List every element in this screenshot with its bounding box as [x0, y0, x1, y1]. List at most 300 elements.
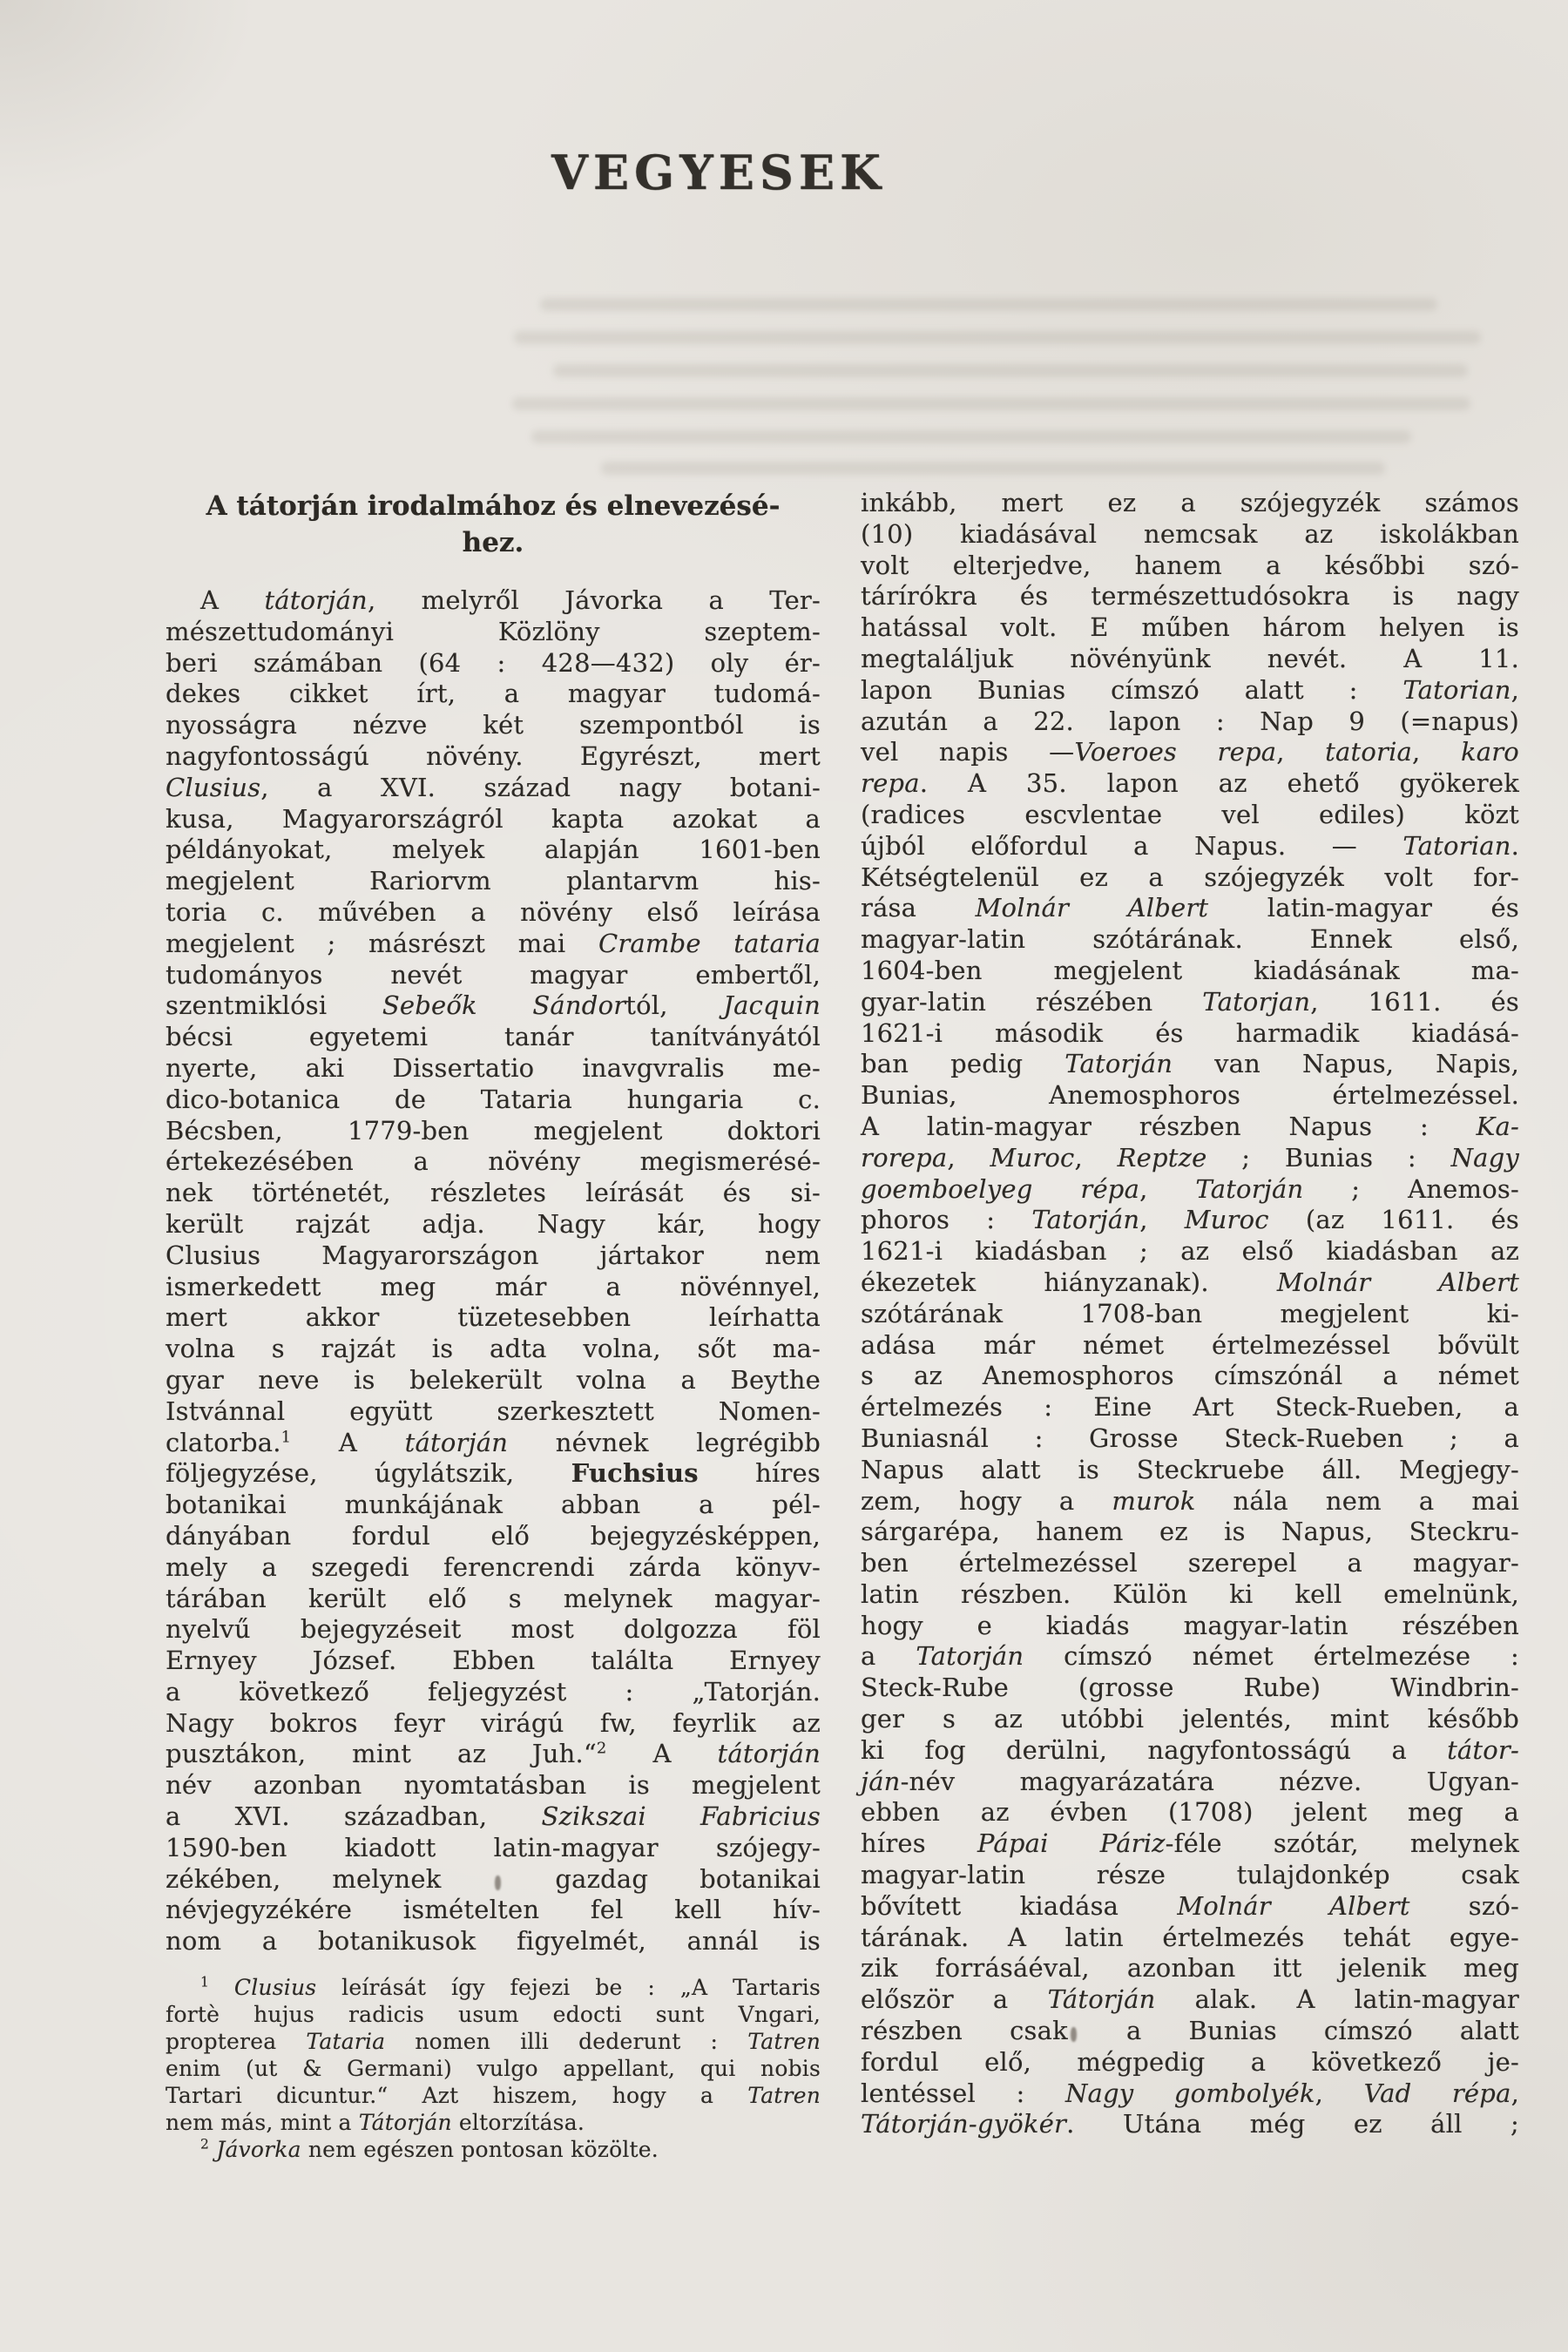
text-run: Tatorján: [1064, 1049, 1173, 1079]
text-run: Tátorján: [1047, 1984, 1156, 2015]
text-line: [166, 1209, 821, 1240]
text-run: gyar neve is belekerült volna a Beythe: [166, 1364, 821, 1395]
text-line: [166, 1272, 821, 1303]
text-run: gyar-latin részében: [861, 986, 1203, 1017]
text-run: a következő feljegyzést : „Tatorján.: [166, 1676, 821, 1707]
text-run: ékezetek hiányzanak).: [861, 1267, 1277, 1297]
text-run: szó-: [1409, 1890, 1519, 1921]
text-line: [861, 2016, 1519, 2047]
text-line: [166, 1458, 821, 1490]
text-run: murok: [1112, 1485, 1196, 1516]
text-run: (az 1611. és: [1268, 1205, 1520, 1235]
text-run: Buniasnál : Grosse Steck-Rueben ; a: [861, 1423, 1519, 1453]
text-line: [861, 1953, 1519, 1984]
text-run: Tatorjan: [1202, 986, 1311, 1017]
text-run: zékében, melynek: [166, 1863, 493, 1894]
text-run: pusztákon, mint az Juh.“: [166, 1739, 597, 1769]
text-run: Pápai Páriz: [977, 1828, 1166, 1859]
text-line: [166, 1708, 821, 1740]
text-run: zik forrásáéval, azonban itt jelenik meg: [861, 1953, 1519, 1984]
text-line: [861, 1392, 1519, 1423]
text-run: . A 35. lapon az ehető gyökerek: [919, 768, 1519, 799]
text-line: [861, 1143, 1519, 1174]
text-line: [166, 835, 821, 866]
text-run: nek történetét, részletes leírását és si-: [166, 1178, 821, 1208]
text-line: [861, 1174, 1519, 1206]
text-run: értelmezés : Eine Art Steck-Rueben, a: [861, 1392, 1519, 1423]
text-run: Napus alatt is Steckruebe áll. Megjegy-: [861, 1454, 1519, 1484]
text-line: [861, 551, 1519, 582]
text-run: Voeroes repa: [1074, 737, 1277, 767]
text-run: nom a botanikusok figyelmét, annál is: [166, 1926, 821, 1957]
text-line: [166, 1521, 821, 1552]
text-line: [166, 1552, 821, 1584]
text-line: [861, 987, 1519, 1018]
text-run: clatorba.: [166, 1427, 281, 1457]
text-line: [166, 2109, 821, 2136]
text-run: 1590-ben kiadott latin-magyar szójegy-: [166, 1832, 821, 1862]
text-run: Tátorján: [358, 2110, 452, 2135]
text-run: adása már német értelmezéssel bővült: [861, 1329, 1519, 1360]
superscript: 1: [200, 1974, 210, 1990]
text-run: kusa, Magyarországról kapta azokat a: [166, 803, 821, 834]
text-line: [166, 1396, 821, 1428]
text-line: [166, 617, 821, 648]
text-run: Szikszai Fabricius: [541, 1801, 821, 1832]
text-run: Tatorján: [1195, 1173, 1304, 1204]
text-run: magyar-latin szótárának. Ennek első,: [861, 924, 1519, 955]
text-line: [166, 2055, 821, 2082]
text-run: Bécsben, 1779-ben megjelent doktori: [166, 1115, 821, 1146]
text-line: [861, 1984, 1519, 2016]
text-run: Sebeők Sándor: [382, 990, 626, 1021]
text-run: nyelvű bejegyzéseit most dolgozza föl: [166, 1614, 821, 1645]
text-run: lentéssel :: [861, 2078, 1065, 2108]
text-run: [209, 1975, 234, 2000]
text-run: Steck-Rube (grosse Rube) Windbrin-: [861, 1673, 1519, 1703]
text-line: [861, 737, 1519, 768]
text-run: Molnár Albert: [1177, 1890, 1410, 1921]
text-run: Ernyey József. Ebben találta Ernyey: [166, 1646, 821, 1676]
text-run: Ka-: [1476, 1111, 1519, 1141]
text-run: tudományos nevét magyar embertől,: [166, 959, 821, 990]
text-run: (radices escvlentae vel ediles) közt: [861, 799, 1519, 829]
text-run: latin részben. Külön ki kell emelnünk,: [861, 1578, 1519, 1609]
text-run: először a: [861, 1984, 1048, 2015]
text-run: nyosságra nézve két szempontból is: [166, 710, 821, 740]
text-line: [166, 1116, 821, 1147]
text-run: ,: [1511, 2078, 1519, 2108]
text-line: [861, 1767, 1519, 1798]
text-run: megjelent Rariorvm plantarvm his-: [166, 866, 821, 896]
text-run: leírását így fejezi be : „A Tartaris: [316, 1975, 821, 2000]
text-line: [166, 897, 821, 929]
text-run: Tatorian: [1402, 674, 1511, 705]
text-run: Tatorján: [1031, 1205, 1140, 1235]
text-line: [861, 1080, 1519, 1112]
text-run: volt elterjedve, hanem a későbbi szó-: [861, 550, 1519, 580]
text-line: [861, 1673, 1519, 1704]
text-line: [166, 1646, 821, 1677]
text-run: vel napis —: [861, 737, 1075, 767]
text-run: híres: [698, 1458, 821, 1489]
text-run: .: [1511, 830, 1519, 861]
text-run: magyar-latin része tulajdonkép csak: [861, 1860, 1519, 1890]
bleedthrough-text-area: [505, 287, 1524, 497]
text-run: Tataria: [306, 2029, 386, 2054]
text-line: [166, 990, 821, 1022]
text-run: ,: [1412, 737, 1461, 767]
text-run: szótárának 1708-ban megjelent ki-: [861, 1298, 1519, 1328]
bleedthrough-smudge: [531, 430, 1411, 443]
text-line: [166, 2028, 821, 2055]
text-run: azután a 22. lapon : Nap 9 (=napus): [861, 706, 1519, 736]
text-line: [166, 1739, 821, 1770]
text-line: [166, 1677, 821, 1708]
text-run: rása: [861, 893, 976, 923]
text-run: Tartari dicuntur.“ Azt hiszem, hogy a: [166, 2083, 748, 2108]
text-run: dico-botanica de Tataria hungaria c.: [166, 1084, 821, 1114]
text-line: [861, 1579, 1519, 1611]
text-line: [861, 1923, 1519, 1954]
text-run: phoros :: [861, 1205, 1032, 1235]
text-run: Clusius Magyarországon jártakor nem: [166, 1240, 821, 1270]
text-run: fordul elő, mégpedig a következő je-: [861, 2046, 1519, 2077]
text-line: [861, 1735, 1519, 1767]
text-run: ismerkedett meg már a növénnyel,: [166, 1271, 821, 1301]
text-line: [166, 1614, 821, 1646]
article-heading-line: A tátorján irodalmához és elnevezésé-: [206, 490, 781, 522]
text-run: tátor-: [1447, 1734, 1519, 1765]
text-line: [861, 706, 1519, 738]
text-line: [166, 1302, 821, 1334]
text-run: fortè hujus radicis usum edocti sunt Vngari,: [166, 2002, 821, 2027]
text-run: a XVI. században,: [166, 1801, 542, 1832]
page-title: VEGYESEK: [551, 145, 886, 200]
text-run: propterea: [166, 2029, 307, 2054]
text-run: beri számában (64 : 428—432) oly ér-: [166, 647, 821, 678]
text-run: -féle szótár, melynek: [1165, 1828, 1520, 1859]
text-run: tárának. A latin értelmezés tehát egye-: [861, 1922, 1519, 1952]
text-line: [166, 1240, 821, 1272]
text-run: karo: [1460, 737, 1519, 767]
text-run: zem, hogy a: [861, 1485, 1112, 1516]
text-run: ,: [1276, 737, 1326, 767]
text-run: bővített kiadása: [861, 1890, 1178, 1921]
article-heading-line: hez.: [462, 527, 524, 558]
text-line: [861, 1455, 1519, 1486]
text-line: [166, 1895, 821, 1926]
text-run: ban pedig: [861, 1049, 1065, 1079]
text-run: Molnár Albert: [1276, 1267, 1519, 1297]
bleedthrough-smudge: [601, 462, 1385, 475]
text-line: [166, 1833, 821, 1864]
ink-blot-icon: [1071, 2027, 1077, 2042]
text-run: Fuchsius: [571, 1458, 699, 1489]
text-run: nagyfontosságú növény. Egyrészt, mert: [166, 740, 821, 771]
text-line: [166, 1974, 821, 2001]
text-line: [861, 1112, 1519, 1143]
text-line: [166, 1428, 821, 1459]
text-run: goemboelyeg répa: [861, 1173, 1140, 1204]
text-run: Nagy: [1450, 1142, 1519, 1173]
text-line: [166, 1365, 821, 1396]
text-run: tárában került elő s melynek magyar-: [166, 1583, 821, 1613]
text-line: [861, 1423, 1519, 1455]
text-run: Vad répa: [1363, 2078, 1511, 2108]
text-run: a: [861, 1641, 916, 1672]
text-run: mészettudományi Közlöny szeptem-: [166, 616, 821, 646]
text-run: Bunias, Anemosphoros értelmezéssel.: [861, 1080, 1519, 1111]
text-run: 1621-i második és harmadik kiadásá-: [861, 1017, 1519, 1048]
ink-blot-icon: [495, 1876, 501, 1890]
text-run: nyerte, aki Dissertatio inavgvralis me-: [166, 1052, 821, 1083]
text-line: [166, 2001, 821, 2028]
text-run: részben csak: [861, 2016, 1068, 2046]
text-line: [861, 1361, 1519, 1392]
text-run: megtaláljuk növényünk nevét. A 11.: [861, 643, 1519, 673]
superscript: 2: [596, 1739, 607, 1758]
text-line: [861, 519, 1519, 551]
text-line: [861, 644, 1519, 675]
text-line: [166, 1053, 821, 1085]
text-run: repa: [861, 768, 920, 799]
text-line: [861, 924, 1519, 956]
text-run: ,: [947, 1142, 990, 1173]
text-line: [166, 2082, 821, 2109]
text-line: [166, 929, 821, 960]
text-run: ; Anemos-: [1303, 1173, 1519, 1204]
text-run: ,: [1511, 674, 1519, 705]
text-run: címszó német értelmezése :: [1024, 1641, 1519, 1672]
text-line: [166, 804, 821, 835]
text-run: név azonban nyomtatásban is megjelent: [166, 1770, 821, 1801]
text-run: tátorján: [717, 1739, 821, 1769]
text-run: szentmiklósi: [166, 990, 382, 1021]
text-run: példányokat, melyek alapján 1601-ben: [166, 835, 821, 865]
text-run: 1604-ben megjelent kiadásának ma-: [861, 955, 1519, 985]
text-run: Istvánnal együtt szerkesztett Nomen-: [166, 1396, 821, 1426]
text-line: [861, 1517, 1519, 1548]
text-run: dányában fordul elő bejegyzésképpen,: [166, 1520, 821, 1551]
text-run: mely a szegedi ferencrendi zárda könyv-: [166, 1551, 821, 1582]
text-run: Nagy gombolyék: [1064, 2078, 1315, 2108]
text-run: [209, 2137, 216, 2162]
text-run: volna s rajzát is adta volna, sőt ma-: [166, 1334, 821, 1364]
text-line: [166, 1146, 821, 1178]
text-line: [861, 488, 1519, 519]
text-line: [861, 2078, 1519, 2110]
text-run: Kétségtelenül ez a szójegyzék volt for-: [861, 862, 1519, 892]
text-run: ger s az utóbbi jelentés, mint később: [861, 1704, 1519, 1734]
bleedthrough-smudge: [514, 331, 1481, 344]
text-line: [861, 675, 1519, 706]
text-run: került rajzát adja. Nagy kár, hogy: [166, 1208, 821, 1239]
text-run: Tatren: [747, 2029, 821, 2054]
text-run: enim (ut & Germani) vulgo appellant, qui nobis: [166, 2056, 821, 2081]
text-line: [166, 773, 821, 804]
text-run: eltorzítása.: [451, 2110, 585, 2135]
bleedthrough-smudge: [540, 298, 1437, 311]
text-line: [861, 612, 1519, 644]
text-run: A latin-magyar részben Napus :: [861, 1111, 1477, 1141]
text-line: [861, 1891, 1519, 1923]
text-run: újból előfordul a Napus. —: [861, 830, 1403, 861]
text-line: [861, 1018, 1519, 1050]
text-line: [166, 1770, 821, 1801]
text-run: Nagy bokros feyr virágú fw, feyrlik az: [166, 1707, 821, 1738]
text-run: rorepa: [861, 1142, 948, 1173]
text-line: [861, 800, 1519, 831]
article-heading: [166, 488, 821, 561]
text-line: [861, 862, 1519, 894]
text-run: megjelent ; másrészt mai: [166, 928, 598, 958]
text-run: inkább, mert ez a szójegyzék számos: [861, 488, 1519, 517]
text-line: [166, 648, 821, 679]
text-line: [861, 1049, 1519, 1080]
text-line: [166, 585, 821, 617]
text-run: Tatren: [747, 2083, 821, 2108]
text-run: dekes cikket írt, a magyar tudomá-: [166, 679, 821, 709]
text-run: tatoria: [1325, 737, 1413, 767]
text-run: (10) kiadásával nemcsak az iskolákban: [861, 518, 1519, 549]
text-run: , melyről Jávorka a Ter-: [367, 585, 821, 615]
text-run: A: [606, 1739, 718, 1769]
text-run: Muroc: [1184, 1205, 1269, 1235]
text-run: ; Bunias :: [1206, 1142, 1451, 1173]
text-run: tól,: [625, 990, 724, 1021]
left-column-footnotes: [166, 1974, 821, 2163]
text-run: följegyzése, úgylátszik,: [166, 1458, 571, 1489]
text-run: tátorján: [404, 1427, 509, 1457]
text-line: [166, 1926, 821, 1957]
text-line: [861, 1205, 1519, 1236]
text-run: nomen illi dederunt :: [385, 2029, 748, 2054]
text-line: [861, 1330, 1519, 1362]
text-line: [861, 1704, 1519, 1735]
text-run: nála nem a mai: [1195, 1485, 1519, 1516]
bleedthrough-smudge: [553, 364, 1468, 377]
text-line: [166, 1584, 821, 1615]
text-line: [166, 1022, 821, 1053]
text-run: nem más, mint a: [166, 2110, 359, 2135]
text-line: [861, 2109, 1519, 2140]
text-line: [861, 1486, 1519, 1517]
superscript: 2: [200, 2136, 210, 2153]
text-run: A: [200, 585, 265, 615]
text-line: [166, 1334, 821, 1365]
text-line: [861, 1548, 1519, 1579]
text-line: [861, 2047, 1519, 2078]
text-run: a Bunias címszó alatt: [1078, 2016, 1519, 2046]
text-run: Crambe tataria: [598, 928, 821, 958]
text-line: [861, 1641, 1519, 1673]
text-run: névnek legrégibb: [508, 1427, 821, 1457]
text-line: [166, 1864, 821, 1896]
text-line: [166, 679, 821, 710]
text-line: [861, 1797, 1519, 1828]
text-run: Reptze: [1117, 1142, 1207, 1173]
text-line: [861, 1236, 1519, 1267]
text-run: latin-magyar és: [1208, 893, 1519, 923]
text-run: s az Anemosphoros címszónál a német: [861, 1361, 1519, 1391]
right-column-body: [861, 488, 1519, 2140]
text-run: Clusius: [166, 772, 261, 802]
text-run: tátorján: [264, 585, 368, 615]
text-run: ,: [1139, 1205, 1185, 1235]
text-line: [166, 2136, 821, 2163]
text-run: Clusius: [233, 1975, 317, 2000]
text-run: lapon Bunias címszó alatt :: [861, 674, 1403, 705]
text-run: Muroc: [990, 1142, 1075, 1173]
text-run: ki fog derülni, nagyfontosságú a: [861, 1734, 1448, 1765]
text-run: , 1611. és: [1310, 986, 1519, 1017]
text-run: ,: [1315, 2078, 1364, 2108]
text-run: ben értelmezéssel szerepel a magyar-: [861, 1548, 1519, 1578]
text-line: [166, 710, 821, 741]
text-line: [861, 1860, 1519, 1891]
text-line: [166, 866, 821, 897]
text-run: alak. A latin-magyar: [1155, 1984, 1519, 2015]
left-column-body: [166, 585, 821, 1957]
text-line: [861, 831, 1519, 862]
text-run: névjegyzékére ismételten fel kell hív-: [166, 1895, 821, 1925]
text-line: [861, 1828, 1519, 1860]
superscript: 1: [280, 1427, 292, 1446]
text-run: . Utána még ez áll ;: [1066, 2109, 1519, 2139]
text-run: gazdag botanikai: [504, 1863, 821, 1894]
text-line: [861, 1299, 1519, 1330]
text-run: botanikai munkájának abban a pél-: [166, 1490, 821, 1520]
text-line: [166, 1178, 821, 1209]
text-run: van Napus, Napis,: [1173, 1049, 1519, 1079]
text-run: bécsi egyetemi tanár tanítványától: [166, 1022, 821, 1052]
text-line: [861, 768, 1519, 800]
text-run: Tátorján-gyökér: [861, 2109, 1067, 2139]
text-line: [861, 893, 1519, 924]
text-line: [166, 1490, 821, 1521]
text-run: toria c. művében a növény első leírása: [166, 896, 821, 927]
text-run: hogy e kiadás magyar-latin részében: [861, 1610, 1519, 1640]
text-run: híres: [861, 1828, 977, 1859]
text-line: [166, 1085, 821, 1116]
text-run: ,: [1139, 1173, 1196, 1204]
text-run: tárírókra és természettudósokra is nagy: [861, 581, 1519, 612]
text-run: Tatorján: [916, 1641, 1024, 1672]
text-run: sárgarépa, hanem ez is Napus, Steckru-: [861, 1517, 1519, 1547]
text-run: Tatorian: [1402, 830, 1511, 861]
text-run: hatással volt. E műben három helyen is: [861, 612, 1519, 643]
text-line: [861, 581, 1519, 612]
text-run: ebben az évben (1708) jelent meg a: [861, 1797, 1519, 1828]
text-line: [166, 1801, 821, 1833]
text-run: nem egészen pontosan közölte.: [301, 2137, 659, 2162]
text-line: [166, 960, 821, 991]
text-run: mert akkor tüzetesebben leírhatta: [166, 1302, 821, 1333]
bleedthrough-smudge: [512, 397, 1470, 410]
text-run: 1621-i kiadásban ; az első kiadásban az: [861, 1236, 1519, 1267]
text-run: ,: [1074, 1142, 1118, 1173]
text-run: , a XVI. század nagy botani-: [260, 772, 821, 802]
text-run: értekezésében a növény megismerésé-: [166, 1146, 821, 1177]
text-run: ján: [861, 1766, 901, 1796]
text-line: [166, 741, 821, 773]
text-line: [861, 1267, 1519, 1299]
text-line: [861, 1611, 1519, 1642]
text-run: Jacquin: [723, 990, 821, 1021]
text-run: -név magyarázatára nézve. Ugyan-: [900, 1766, 1519, 1796]
text-run: Jávorka: [216, 2137, 301, 2162]
